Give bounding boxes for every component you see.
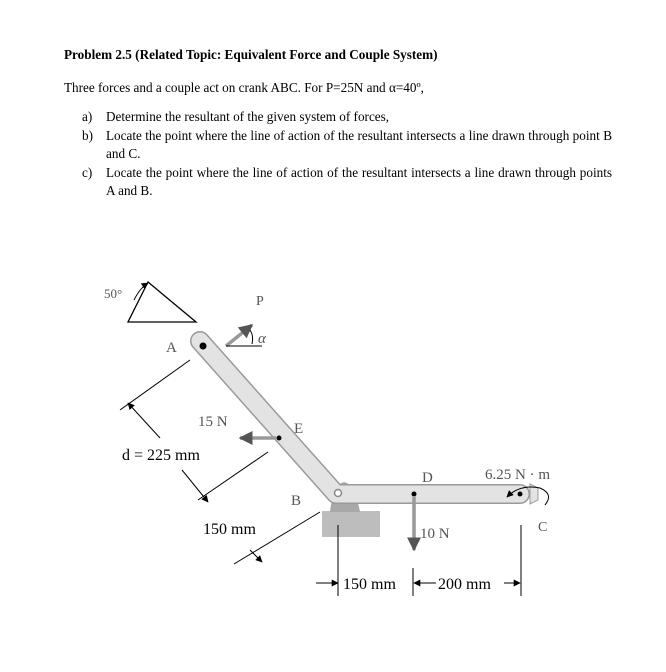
dim-d-label: d = 225 mm <box>122 447 200 464</box>
dim-150-horiz-label: 150 mm <box>343 576 396 593</box>
part-a-text: Determine the resultant of the given system of forces, <box>106 109 390 124</box>
slope-triangle <box>128 282 196 322</box>
part-c-label: c) <box>82 164 93 180</box>
point-e-label: E <box>294 421 304 437</box>
dim-150-diag-ext <box>234 512 320 564</box>
point-e-dot <box>277 436 282 441</box>
support-block <box>322 511 380 537</box>
force-p-arrow <box>226 325 252 346</box>
point-b-label: B <box>291 493 302 509</box>
couple-label: 6.25 N · m <box>485 467 550 483</box>
crank-abc <box>200 341 520 494</box>
problem-intro: Three forces and a couple act on crank ABC. For P=25N and α=40º, <box>64 80 424 95</box>
force-10n-label: 10 N <box>420 526 450 542</box>
part-a-label: a) <box>82 109 93 124</box>
point-d-dot <box>412 492 417 497</box>
part-b-text: Locate the point where the line of action of the resultant intersects a line drawn through point B and C. <box>106 127 612 161</box>
problem-title: Problem 2.5 (Related Topic: Equivalent Force and Couple System) <box>64 47 438 62</box>
point-d-label: D <box>422 470 433 486</box>
alpha-label: α <box>258 331 266 347</box>
point-b-pin <box>335 490 342 497</box>
angle-label: 50° <box>104 286 123 301</box>
dim-d-line-lower <box>182 470 208 502</box>
dim-200-label: 200 mm <box>438 576 491 593</box>
force-15n-label: 15 N <box>198 414 228 430</box>
part-c-text: Locate the point where the line of action of the resultant intersects a line drawn through points A and B. <box>106 164 612 198</box>
force-p-label: P <box>256 294 264 309</box>
crank-abc-fill <box>200 341 520 494</box>
dim-150-diag-arrow <box>250 550 262 562</box>
dim-d-ext-top <box>120 360 190 410</box>
point-c-dot <box>518 492 523 497</box>
point-a-dot <box>200 343 207 350</box>
part-b-label: b) <box>82 127 93 143</box>
dim-d-ext-bottom <box>198 452 268 500</box>
dim-150-diag-label: 150 mm <box>203 521 256 538</box>
dim-d-line-upper <box>128 403 160 438</box>
point-a-label: A <box>166 340 177 356</box>
alpha-arc <box>250 330 253 344</box>
point-c-label: C <box>538 520 548 535</box>
